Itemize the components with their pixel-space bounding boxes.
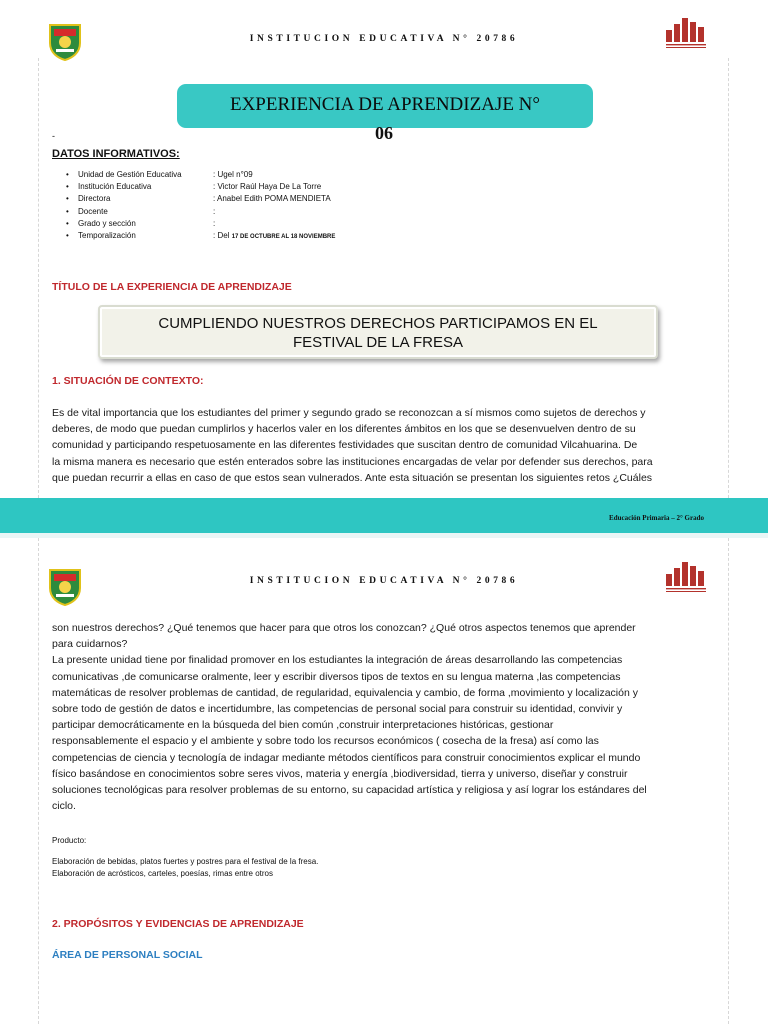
ministry-logo xyxy=(662,558,710,596)
text-line: competencias de ciencia y tecnología de indagar mediante métodos científicos para construir conocimientos explicar el mundo xyxy=(52,751,641,764)
text-line: deberes, de modo que puedan cumplirlos y hacerlos valer en los diferentes ámbitos en los que se desenvuelven dentro de su xyxy=(52,423,636,436)
item-value: : Ugel n°09 xyxy=(213,170,253,179)
item-label: Institución Educativa xyxy=(78,182,152,192)
institution-header: INSTITUCION EDUCATIVA N° 20786 xyxy=(249,34,519,44)
page-margin-right xyxy=(728,538,729,1024)
item-value xyxy=(213,230,335,243)
item-label: Directora xyxy=(78,194,111,204)
experience-main-title xyxy=(98,305,658,359)
document-page-1 xyxy=(0,0,768,498)
bullet-icon: • xyxy=(66,218,69,228)
title-section-heading: TÍTULO DE LA EXPERIENCIA DE APRENDIZAJE xyxy=(52,281,292,293)
text-line: Es de vital importancia que los estudiantes del primer y segundo grado se reconozcan a sí mismos como sujetos de derechos y xyxy=(52,407,646,419)
text-line: ciclo. xyxy=(52,800,76,813)
text-line: que puedan recurrir a ellas en caso de que estos sean vulnerados. Ante esta situación se presentan los siguientes retos ¿Cuáles xyxy=(52,471,653,484)
list-item xyxy=(66,230,706,242)
item-label: Docente xyxy=(78,206,108,216)
experience-number: 06 xyxy=(375,123,393,143)
producto-line: Elaboración de bebidas, platos fuertes y postres para el festival de la fresa. xyxy=(52,857,319,866)
dash-mark: - xyxy=(52,131,55,141)
ministry-logo xyxy=(662,14,710,52)
text-line: participar democráticamente en la búsqueda del bien común ,construir interpretaciones históricas, gestionar xyxy=(52,719,554,732)
text-line: soluciones tecnológicas para resolver problemas de su entorno, su capacidad artística y religiosa y así lograr los estándares del xyxy=(52,784,647,797)
producto-line: Elaboración de acrósticos, carteles, poesías, rimas entre otros xyxy=(52,869,273,878)
text-line: matemáticas de resolver problemas de cantidad, de regularidad, equivalencia y cambio, de forma ,movimiento y localización y xyxy=(52,686,638,699)
text-line: comunidad y participando respetuosamente en las diferentes festividades que suscitan dentro de comunidad Vilcahuarina. De xyxy=(52,439,638,452)
item-label: Unidad de Gestión Educativa xyxy=(78,170,182,179)
datos-list xyxy=(66,169,706,242)
text-line: para cuidarnos? xyxy=(52,638,128,651)
propositos-heading: 2. PROPÓSITOS Y EVIDENCIAS DE APRENDIZAJE xyxy=(52,918,304,930)
item-label: Grado y sección xyxy=(78,218,136,228)
bullet-icon: • xyxy=(66,206,69,216)
text-line: responsablemente el espacio y el ambiente y sobre todo los recursos económicos ( cosecha de la fresa) así como las xyxy=(52,735,599,748)
main-title-line-2: FESTIVAL DE LA FRESA xyxy=(292,334,464,351)
list-item xyxy=(66,181,706,193)
producto-list xyxy=(52,856,318,880)
text-line: sobre todo de gestión de datos e incertidumbre, las competencias de personal social para construir su identidad, convivir y xyxy=(52,703,623,716)
situacion-heading: 1. SITUACIÓN DE CONTEXTO: xyxy=(52,375,204,387)
situacion-paragraph xyxy=(52,405,716,486)
item-value: : Victor Raúl Haya De La Torre xyxy=(213,182,322,192)
bullet-icon: • xyxy=(66,230,69,240)
item-value: : xyxy=(213,206,216,216)
text-line: son nuestros derechos? ¿Qué tenemos que hacer para que otros los conozcan? ¿Qué otros aspectos tenemos que aprender xyxy=(52,622,636,634)
school-shield-logo xyxy=(48,568,82,606)
bullet-icon: • xyxy=(66,170,69,179)
list-item xyxy=(66,218,706,230)
producto-label: Producto: xyxy=(52,836,87,845)
item-value-dates: 17 DE OCTUBRE AL 18 NOVIEMBRE xyxy=(231,233,336,240)
item-value-main: : Del xyxy=(213,230,230,240)
bullet-icon: • xyxy=(66,182,69,192)
experience-title: EXPERIENCIA DE APRENDIZAJE N° xyxy=(229,94,540,115)
institution-header: INSTITUCION EDUCATIVA N° 20786 xyxy=(249,576,519,586)
item-label: Temporalización xyxy=(78,230,136,240)
main-title-line-1: CUMPLIENDO NUESTROS DERECHOS PARTICIPAMOS EN EL xyxy=(158,315,598,332)
text-line: La presente unidad tiene por finalidad promover en los estudiantes la integración de áreas desarrollando las competencias xyxy=(52,654,623,667)
page-margin-left xyxy=(38,538,39,1024)
list-item xyxy=(66,206,706,218)
item-value: : Anabel Edith POMA MENDIETA xyxy=(213,194,331,204)
list-item xyxy=(66,169,706,181)
list-item xyxy=(66,193,706,205)
text-line: la misma manera es necesario que estén enterados sobre las instituciones encargadas de velar por defender sus derechos, para xyxy=(52,455,653,468)
page-footer: Educación Primaria – 2° Grado xyxy=(609,514,704,522)
area-heading: ÁREA DE PERSONAL SOCIAL xyxy=(52,949,203,961)
datos-heading: DATOS INFORMATIVOS: xyxy=(52,148,180,160)
text-line: físico basándose en conocimientos sobre seres vivos, materia y energía ,biodiversidad, tierra y universo, diseñar y construir xyxy=(52,767,628,780)
text-line: comunicativas ,de comunicarse oralmente, leer y escribir diversos tipos de textos en su lengua materna ,las competencias xyxy=(52,670,621,683)
item-value: : xyxy=(213,218,216,228)
unit-paragraph xyxy=(52,620,716,814)
bullet-icon: • xyxy=(66,194,69,204)
